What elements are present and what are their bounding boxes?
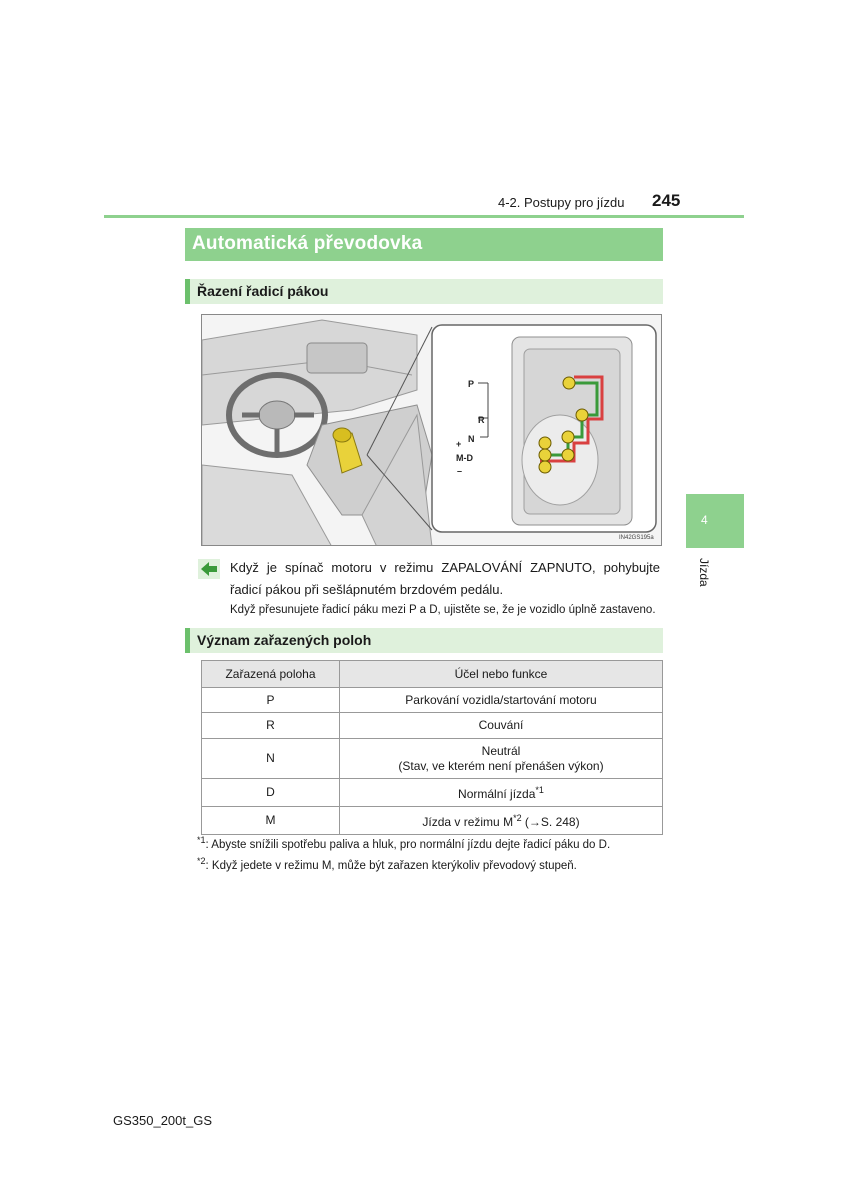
function-line-1: Neutrál — [481, 743, 521, 758]
header-divider — [104, 215, 744, 218]
footnote-ref: *1 — [535, 785, 544, 795]
table-cell-position: R — [202, 713, 340, 739]
table-row — [202, 807, 663, 835]
table-cell-function — [340, 739, 663, 779]
function-line-2: (Stav, ve kterém není přenášen výkon) — [398, 758, 604, 773]
footnote — [197, 856, 577, 872]
footnote-text: : Když jedete v režimu M, může být zařazen kterýkoliv převodový stupeň. — [205, 859, 577, 872]
shift-lever-illustration — [201, 314, 662, 546]
note-subtext: Když přesunujete řadicí páku mezi P a D, ujistěte se, že je vozidlo úplně zastaveno. — [230, 604, 656, 616]
table-cell-position: D — [202, 779, 340, 807]
section-heading-text: Řazení řadicí pákou — [197, 283, 329, 299]
footnote-mark: *1 — [197, 835, 206, 845]
table-cell-position: M — [202, 807, 340, 835]
table-cell-position: P — [202, 688, 340, 713]
section-label: 4-2. Postupy pro jízdu — [498, 195, 625, 210]
table-cell-function: Jízda v režimu $M^{*2}$ (→S. 248) — [340, 807, 663, 835]
chapter-tab — [686, 494, 744, 548]
footnote-mark: *2 — [197, 856, 206, 866]
table-row — [202, 688, 663, 713]
gate-label-n: N — [468, 434, 475, 444]
page-number: 245 — [652, 191, 681, 210]
table-header-function: Účel nebo funkce — [340, 661, 663, 688]
illustration-code: IN42GS195a — [619, 535, 654, 541]
table-header-row — [202, 661, 663, 688]
interior-drawing — [202, 315, 662, 546]
gate-label-plus: + — [456, 439, 462, 449]
section-heading-positions — [185, 628, 663, 653]
table-cell-position: N — [202, 739, 340, 779]
gate-label-r: R — [478, 415, 485, 425]
table-row — [202, 713, 663, 739]
gate-label-minus: – — [457, 466, 463, 476]
table-row — [202, 739, 663, 779]
positions-table — [201, 660, 663, 835]
table-cell-function: Couvání — [340, 713, 663, 739]
gate-label-p: P — [468, 379, 475, 389]
chapter-number: 4 — [701, 513, 708, 527]
page-reference: (→S. 248) — [521, 815, 580, 829]
footer-model-code: GS350_200t_GS — [113, 1113, 213, 1128]
footnote-ref: *2 — [513, 813, 522, 823]
section-heading-text: Význam zařazených poloh — [197, 632, 372, 648]
table-cell-function: Normální jízda$^{*1}$ — [340, 779, 663, 807]
table-row — [202, 779, 663, 807]
footnote-text: : Abyste snížili spotřebu paliva a hluk, pro normální jízdu dejte řadicí páku do D. — [205, 838, 611, 851]
table-header-position: Zařazená poloha — [202, 661, 340, 688]
left-arrow-icon — [198, 559, 220, 579]
footnote — [197, 835, 610, 851]
page-title: Automatická převodovka — [192, 233, 423, 254]
table-cell-function: Parkování vozidla/startování motoru — [340, 688, 663, 713]
note-text: Když je spínač motoru v režimu ZAPALOVÁNÍ ZAPNUTO, pohybujte řadicí pákou při sešlápnutém brzdovém pedálu. — [230, 560, 660, 597]
chapter-title: Jízda — [697, 558, 711, 587]
gate-label-md: M-D — [456, 453, 473, 463]
section-heading-shifting — [185, 279, 663, 304]
